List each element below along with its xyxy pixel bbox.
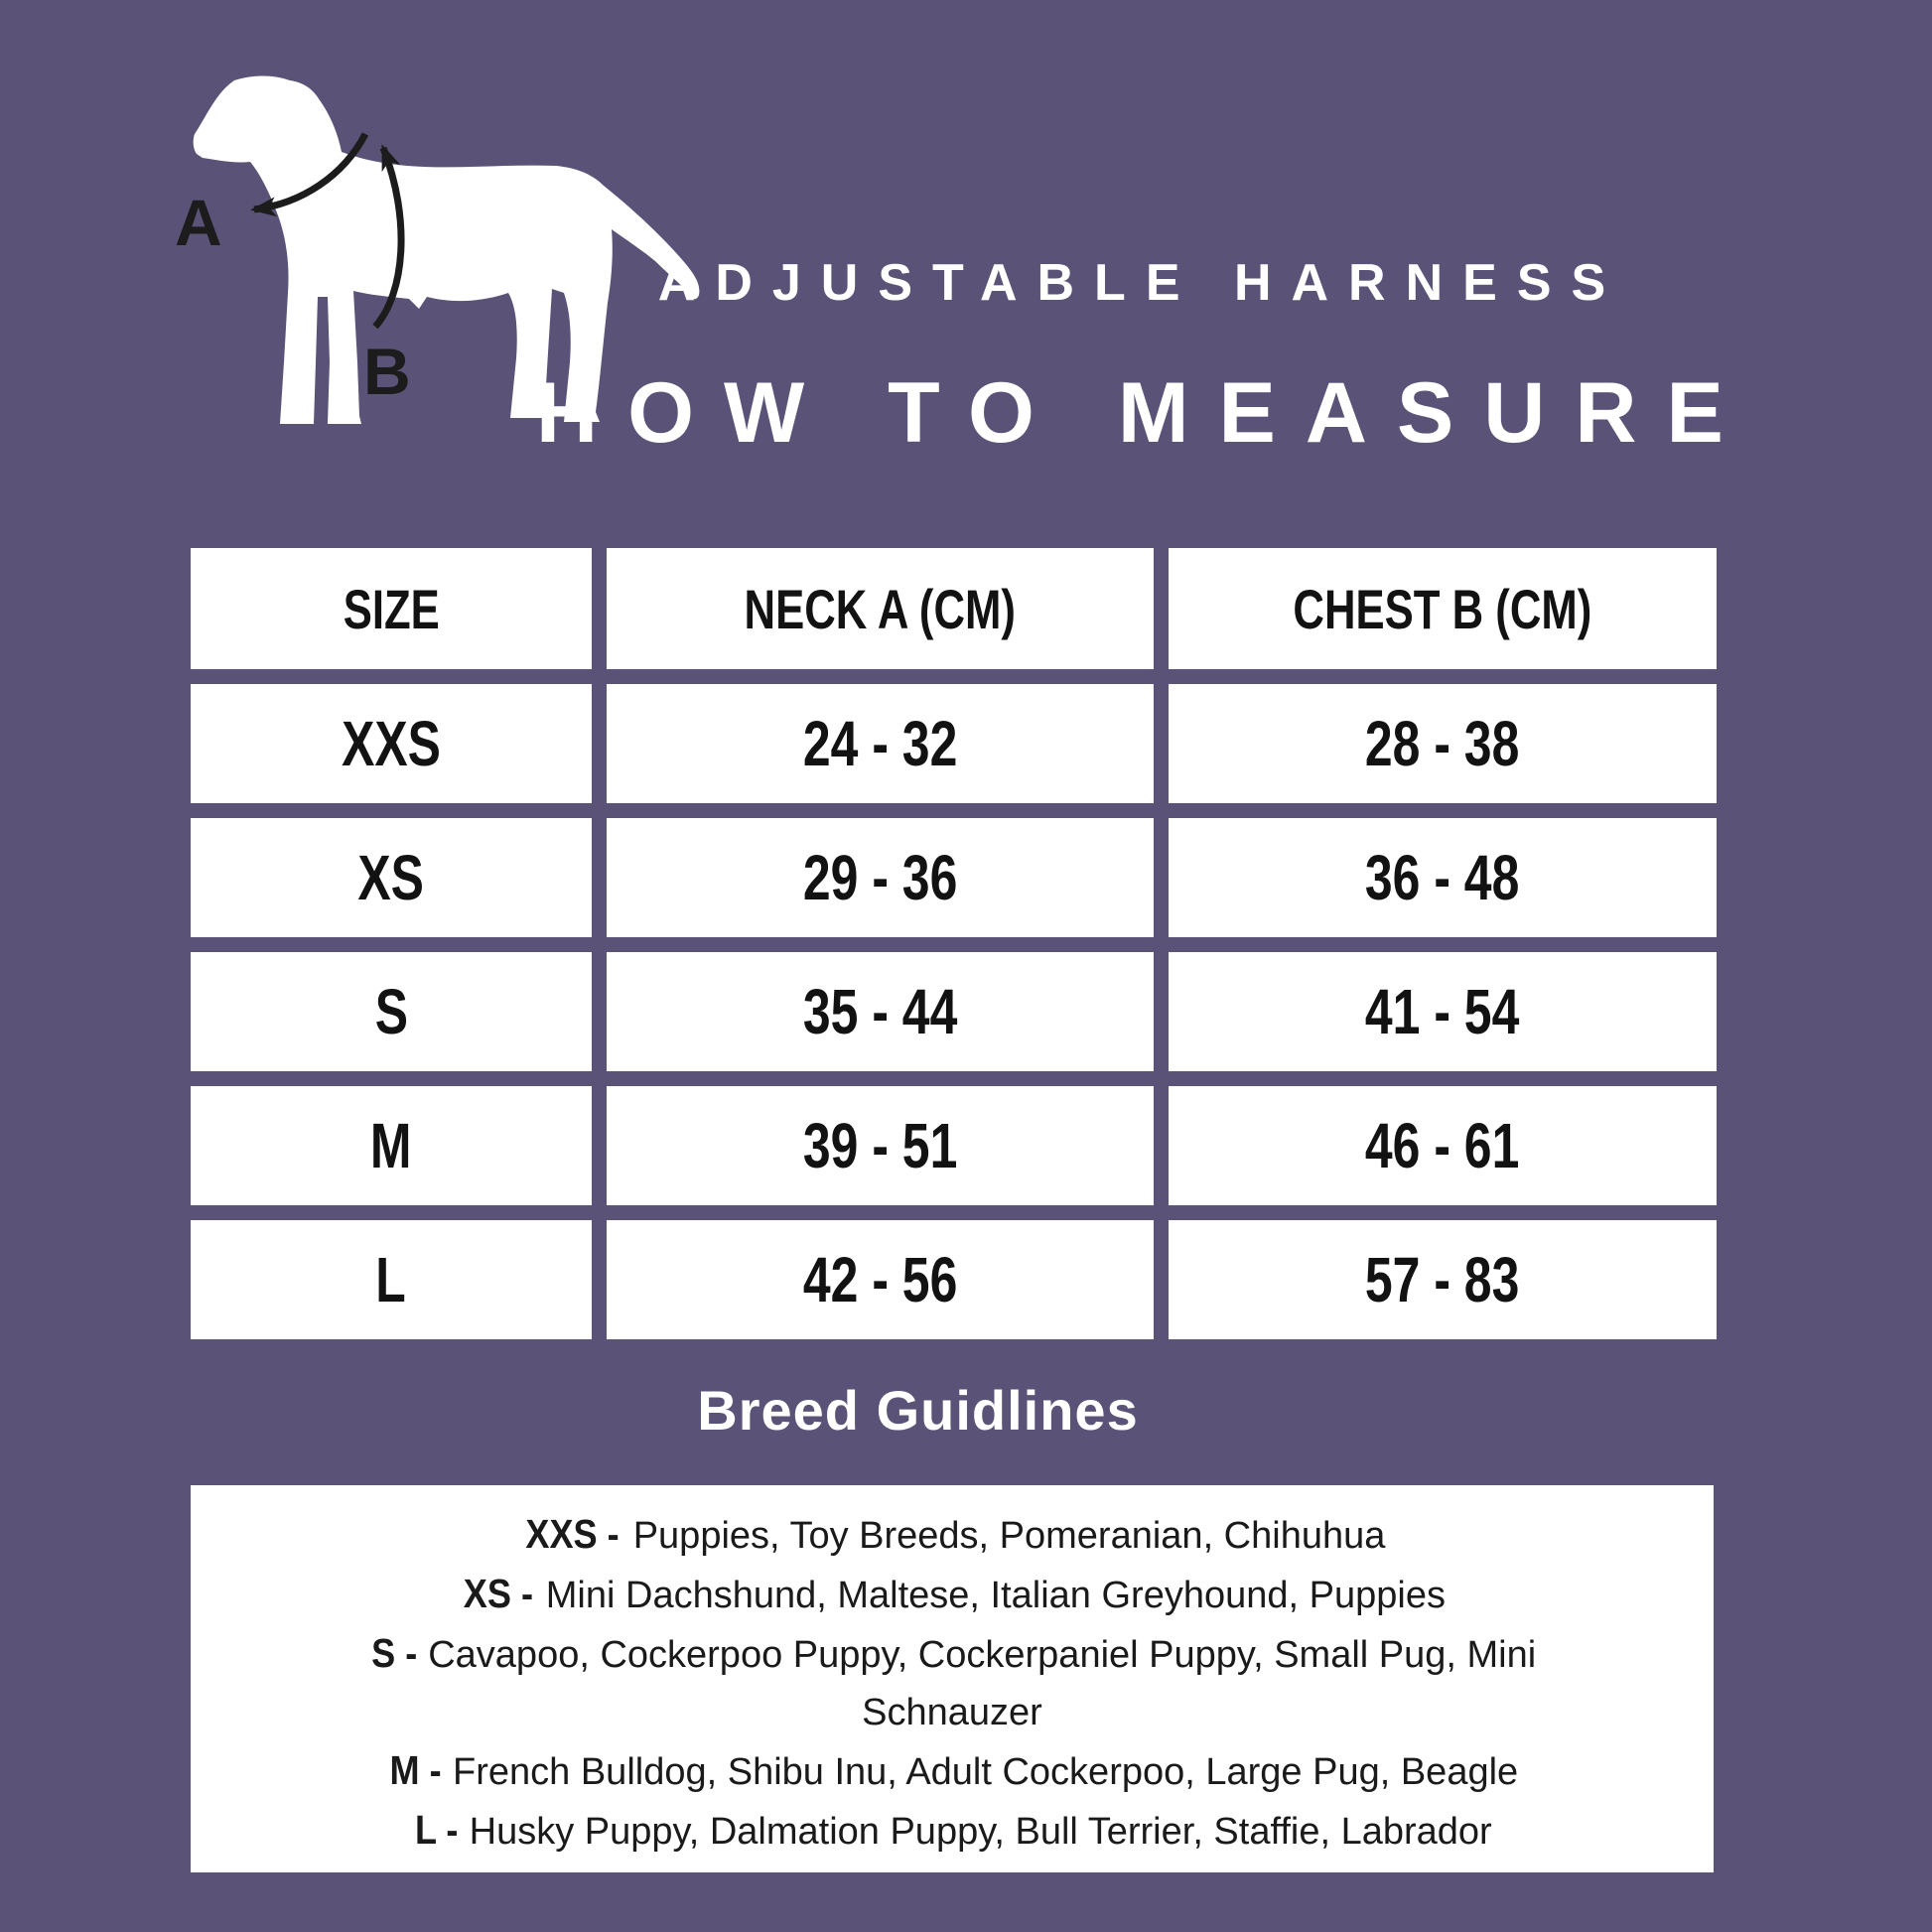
size-cell-xs: XS [191,818,592,937]
neck-cell-s: 35 - 44 [607,952,1154,1071]
chest-cell-xs: 36 - 48 [1169,818,1717,937]
neck-cell-m: 39 - 51 [607,1086,1154,1205]
neck-cell-l: 42 - 56 [607,1220,1154,1339]
size-cell-l: L [191,1220,592,1339]
chest-label-b: B [363,335,411,408]
chest-cell-s: 41 - 54 [1169,952,1717,1071]
column-header-size: SIZE [191,548,592,669]
breed-guidelines-box [191,1485,1714,1872]
breed-line-m: M - French Bulldog, Shibu Inu, Adult Cockerpoo, Large Pug, Beagle [389,1747,1519,1793]
breed-line-s: S - Cavapoo, Cockerpoo Puppy, Cockerpaniel Puppy, Small Pug, Mini Schnauzer [370,1630,1537,1733]
column-header-chest: CHEST B (CM) [1169,548,1717,669]
breed-line-xs: XS - Mini Dachshund, Maltese, Italian Greyhound, Puppies [463,1571,1446,1616]
breed-line-l: L - Husky Puppy, Dalmation Puppy, Bull Terrier, Staffie, Labrador [415,1807,1492,1853]
chest-cell-l: 57 - 83 [1169,1220,1717,1339]
column-header-neck: NECK A (CM) [607,548,1154,669]
neck-cell-xs: 29 - 36 [607,818,1154,937]
size-table [191,548,1717,1339]
neck-label-a: A [175,186,222,259]
breed-line-xxs: XXS - Puppies, Toy Breeds, Pomeranian, Chihuhua [525,1511,1386,1557]
breed-guidelines-heading: Breed Guidlines [697,1379,1139,1442]
chest-cell-xxs: 28 - 38 [1169,684,1717,803]
subtitle: ADJUSTABLE HARNESS [657,254,1626,312]
size-cell-xxs: XXS [191,684,592,803]
size-cell-s: S [191,952,592,1071]
page-title: HOW TO MEASURE [536,365,1753,461]
chest-cell-m: 46 - 61 [1169,1086,1717,1205]
size-cell-m: M [191,1086,592,1205]
title-block [536,253,1753,463]
neck-cell-xxs: 24 - 32 [607,684,1154,803]
